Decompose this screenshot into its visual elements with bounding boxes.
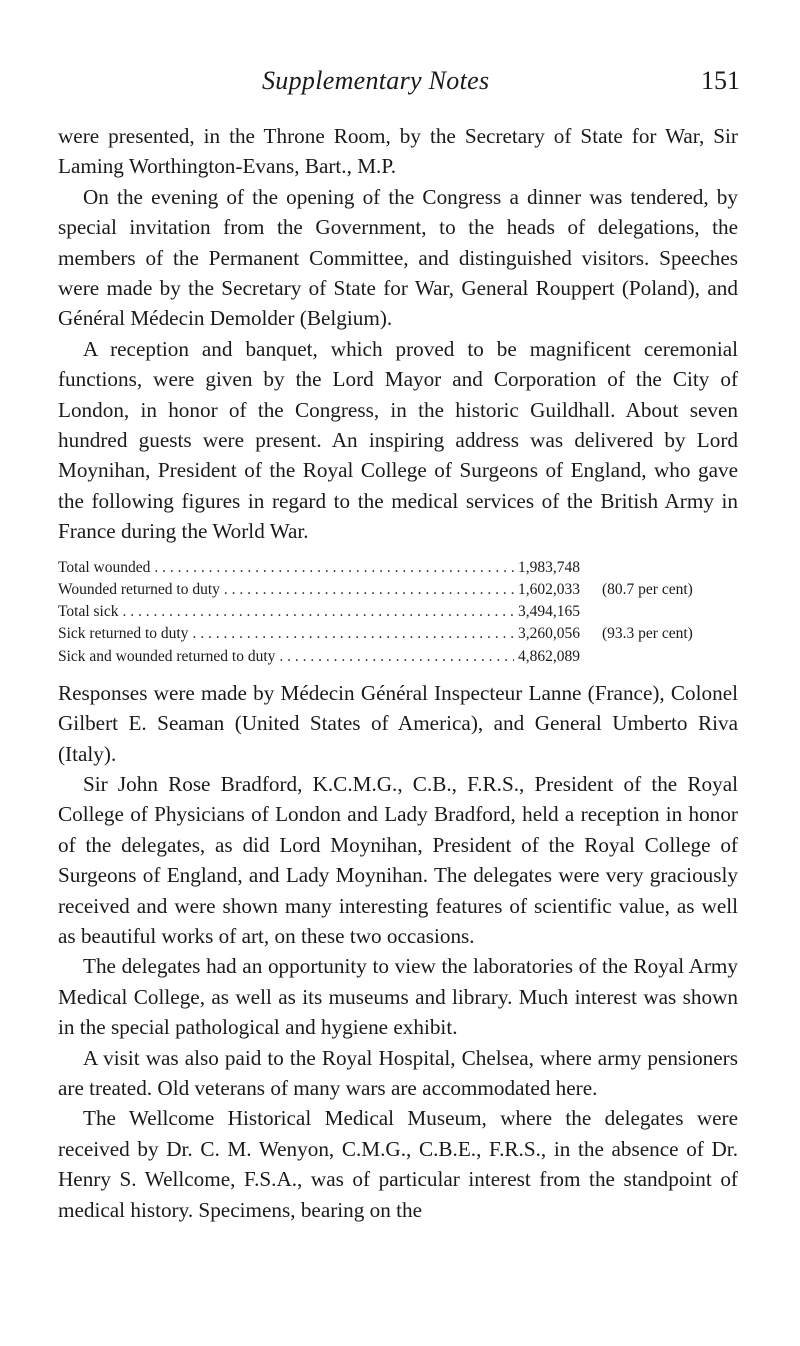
- stat-label: Wounded returned to duty: [58, 580, 220, 598]
- running-title: Supplementary Notes: [262, 66, 490, 95]
- stat-value: 3,494,165: [518, 603, 580, 621]
- body-text: [58, 121, 738, 1225]
- paragraph: A visit was also paid to the Royal Hospital, Chelsea, where army pensioners are treated. Old veterans of many wars are accommodated here.: [58, 1045, 738, 1100]
- stat-row: [58, 623, 738, 645]
- stat-label: Sick returned to duty: [58, 625, 189, 643]
- paragraph: Responses were made by Médecin Général Inspecteur Lanne (France), Colonel Gilbert E. Seaman (United States of America), and General Umberto Riva (Italy).: [58, 680, 738, 766]
- page-number: 151: [701, 66, 740, 95]
- dot-leader: [279, 646, 514, 668]
- stat-label: Total wounded: [58, 558, 151, 576]
- stat-label: Total sick: [58, 603, 119, 621]
- casualty-statistics-table: [58, 557, 738, 668]
- dot-leader: [192, 623, 514, 645]
- stat-row: [58, 579, 738, 601]
- stat-row: [58, 601, 738, 623]
- paragraph: The delegates had an opportunity to view the laboratories of the Royal Army Medical College, as well as its museums and library. Much interest was shown in the special pathological and hygiene exhibit.: [58, 954, 738, 1040]
- paragraph: On the evening of the opening of the Congress a dinner was tendered, by special invitation from the Government, to the heads of delegations, the members of the Permanent Committee, and distinguished visitors. Speeches were made by the Secretary of State for War, General Rouppert (Poland), and Général Médecin Demolder (Belgium).: [58, 184, 738, 331]
- paragraph: The Wellcome Historical Medical Museum, where the delegates were received by Dr. C. M. Wenyon, C.M.G., C.B.E., F.R.S., in the absence of Dr. Henry S. Wellcome, F.S.A., was of particular interest from the standpoint of medical history. Specimens, bearing on the: [58, 1106, 738, 1222]
- stat-percent: (80.7 per cent): [602, 580, 693, 598]
- stat-row: [58, 646, 738, 668]
- dot-leader: [224, 579, 514, 601]
- stat-value: 1,983,748: [518, 558, 580, 576]
- stat-percent: (93.3 per cent): [602, 625, 693, 643]
- stat-value: 4,862,089: [518, 647, 580, 665]
- stat-label: Sick and wounded returned to duty: [58, 647, 276, 665]
- dot-leader: [154, 557, 514, 579]
- dot-leader: [122, 601, 514, 623]
- stat-value: 3,260,056: [518, 625, 580, 643]
- stat-row: [58, 557, 738, 579]
- paragraph: Sir John Rose Bradford, K.C.M.G., C.B., F.R.S., President of the Royal College of Physicians of London and Lady Bradford, held a reception in honor of the delegates, as did Lord Moynihan, President of the Royal College of Surgeons of England, and Lady Moynihan. The delegates were very graciously received and were shown many interesting features of scientific value, as well as beautiful works of art, on these two occasions.: [58, 771, 738, 948]
- paragraph: were presented, in the Throne Room, by the Secretary of State for War, Sir Laming Worthington-Evans, Bart., M.P.: [58, 124, 738, 179]
- stat-value: 1,602,033: [518, 580, 580, 598]
- paragraph: A reception and banquet, which proved to be magnificent ceremonial functions, were given by the Lord Mayor and Corporation of the City of London, in honor of the Congress, in the historic Guildhall. About seven hundred guests were present. An inspiring address was delivered by Lord Moynihan, President of the Royal College of Surgeons of England, who gave the following figures in regard to the medical services of the British Army in France during the World War.: [58, 336, 738, 544]
- page-header: [0, 66, 800, 106]
